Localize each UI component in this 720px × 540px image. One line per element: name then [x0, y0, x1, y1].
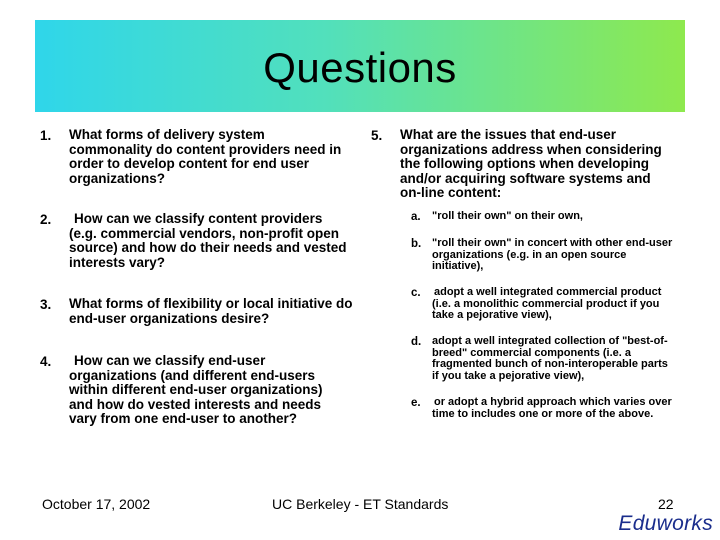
question-5-number: 5. [371, 128, 383, 143]
question-3-text: What forms of flexibility or local initiative do end-user organizations desire? [69, 296, 353, 326]
option-a-letter: a. [411, 211, 421, 223]
option-e-letter: e. [411, 397, 421, 409]
option-b-text: "roll their own" in concert with other end-user organizations (e.g. in an open source initiative), [432, 237, 673, 272]
option-a-text: "roll their own" on their own, [432, 210, 583, 222]
option-c-letter: c. [411, 287, 421, 299]
title-banner [35, 20, 685, 112]
question-5-text: What are the issues that end-user organizations address when considering the following options when developing and/or acquiring software systems and on-line content: [400, 127, 662, 200]
question-3-number: 3. [40, 297, 52, 312]
footer-center-text: UC Berkeley - ET Standards [272, 496, 449, 512]
question-2-text: How can we classify content providers (e.g. commercial vendors, non-profit open source) and how do their needs and vested interests vary? [69, 211, 347, 270]
option-b-letter: b. [411, 238, 422, 250]
slide-title: Questions [263, 44, 457, 91]
question-4-text: How can we classify end-user organizations (and different end-users within different end-user organizations) and how do vested interests and needs vary from one end-user to another? [69, 353, 323, 426]
footer-date: October 17, 2002 [42, 496, 151, 512]
option-d-letter: d. [411, 336, 422, 348]
option-d-text: adopt a well integrated collection of "best-of-breed" commercial components (i.e. a fragmented bunch of non-interoperable parts if you take a pejorative view), [432, 335, 668, 382]
page-number: 22 [658, 496, 674, 512]
question-2-number: 2. [40, 212, 52, 227]
option-c-text: adopt a well integrated commercial product (i.e. a monolithic commercial product if you take a pejorative view), [432, 286, 662, 321]
question-1-number: 1. [40, 128, 52, 143]
question-4-number: 4. [40, 354, 52, 369]
eduworks-logo: Eduworks [618, 512, 713, 535]
question-1-text: What forms of delivery system commonality do content providers need in order to develop content for end user organizations? [69, 127, 342, 186]
option-e-text: or adopt a hybrid approach which varies over time to includes one or more of the above. [432, 396, 672, 420]
